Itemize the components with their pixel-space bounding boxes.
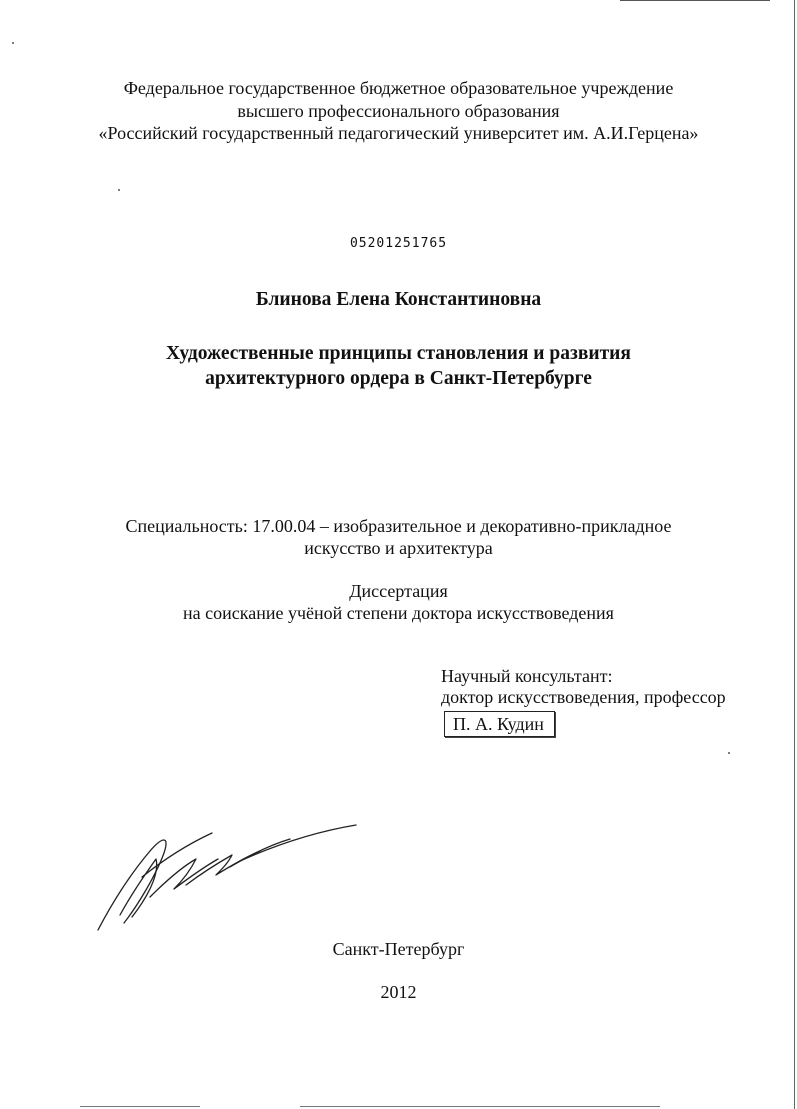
year: 2012 [380,982,417,1002]
scan-edge-bottom-2 [300,1106,660,1107]
institution-line-1: Федеральное государственное бюджетное образовательное учреждение [123,78,674,98]
author-name: Блинова Елена Константиновна [255,289,542,310]
signature [90,815,360,935]
city: Санкт-Петербург [332,939,465,959]
scan-edge-bottom-1 [80,1106,200,1107]
institution-line-3: «Российский государственный педагогический университет им. А.И.Герцена» [98,123,699,143]
institution-line-2: высшего профессионального образования [237,101,560,121]
scan-speck [12,42,14,44]
specialty-line-1: Специальность: 17.00.04 – изобразительное и декоративно-прикладное [125,516,672,536]
advisor-credentials: доктор искусствоведения, профессор [441,687,726,707]
degree-line-1: Диссертация [349,581,448,601]
scan-speck [728,752,730,754]
advisor-label: Научный консультант: [441,666,613,686]
specialty-line-2: искусство и архитектура [304,538,493,558]
scan-edge-top [620,0,770,1]
advisor-name: П. А. Кудин [444,711,555,737]
registration-number: 05201251765 [349,236,448,251]
dissertation-title-line-1: Художественные принципы становления и развития [166,343,631,364]
dissertation-title-line-2: архитектурного ордера в Санкт-Петербурге [205,368,592,389]
scan-speck [118,189,120,191]
degree-line-2: на соискание учёной степени доктора искусствоведения [183,603,614,623]
